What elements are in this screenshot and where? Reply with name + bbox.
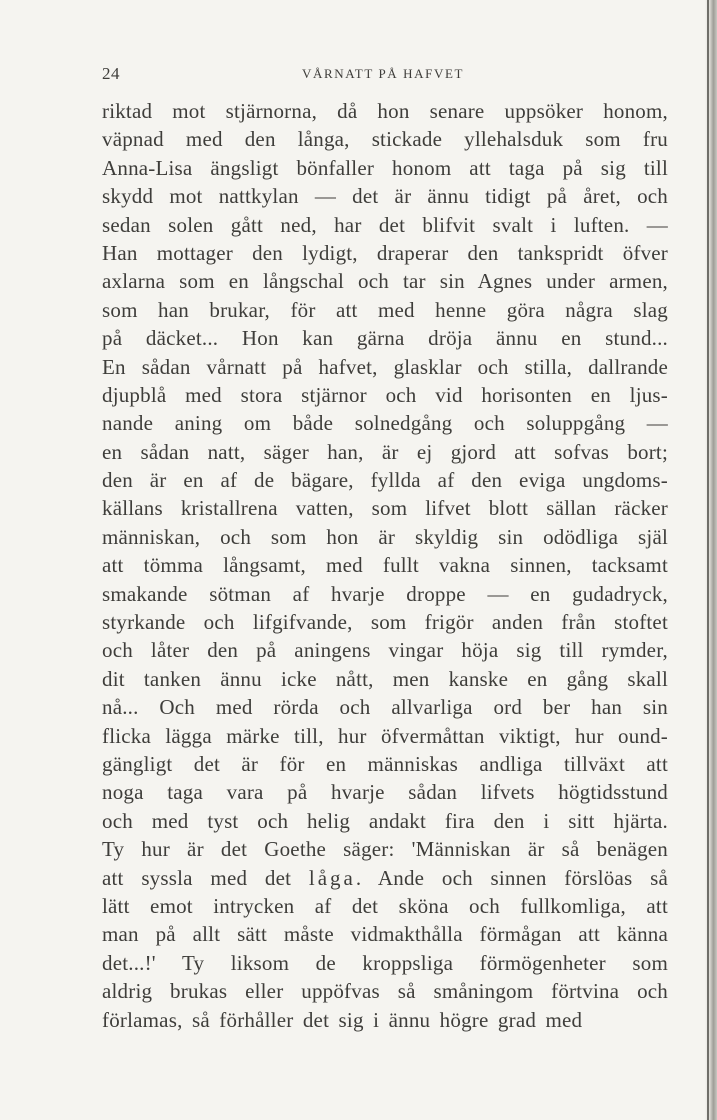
text-line: människan, och som hon är skyldig sin odödliga själ [102, 524, 668, 549]
page-edge-line [707, 0, 709, 1120]
text-line: nande aning om både solnedgång och soluppgång — [102, 411, 668, 436]
text-line: Han mottager den lydigt, draperar den tankspridt öfver [102, 240, 668, 265]
text-line: det...!' Ty liksom de kroppsliga förmögenheter som [102, 950, 668, 975]
text-line: nå... Och med rörda och allvarliga ord ber han sin [102, 695, 668, 720]
text-line: aldrig brukas eller uppöfvas så småningom förtvina och [102, 979, 668, 1004]
body-text [102, 97, 668, 1034]
text-line: en sådan natt, säger han, är ej gjord att sofvas bort; [102, 439, 668, 464]
text-line-spaced-emphasis [102, 864, 668, 892]
text-line: på däcket... Hon kan gärna dröja ännu en stund... [102, 326, 668, 351]
text-line: axlarna som en långschal och tar sin Agnes under armen, [102, 269, 668, 294]
text-line: väpnad med den långa, stickade yllehalsduk som fru [102, 127, 668, 152]
running-title: VÅRNATT PÅ HAFVET [302, 66, 465, 81]
text-line: och låter den på aningens vingar höja sig till rymder, [102, 638, 668, 663]
text-line: förlamas, så förhåller det sig i ännu högre grad med [102, 1007, 583, 1032]
text-line: noga taga vara på hvarje sådan lifvets högtidsstund [102, 780, 668, 805]
text-segment: att syssla med det [102, 865, 309, 890]
text-line: styrkande och lifgifvande, som frigör anden från stoftet [102, 610, 668, 635]
text-segment: . Ande och sinnen förslöas så [355, 865, 668, 890]
text-line: En sådan vårnatt på hafvet, glasklar och stilla, dallrande [102, 354, 668, 379]
text-line: att tömma långsamt, med fullt vakna sinnen, tacksamt [102, 553, 668, 578]
text-line: djupblå med stora stjärnor och vid horisonten en ljus- [102, 382, 668, 407]
text-line: Ty hur är det Goethe säger: 'Människan är så benägen [102, 837, 668, 862]
text-line: lätt emot intrycken af det sköna och fullkomliga, att [102, 893, 668, 918]
text-line: skydd mot nattkylan — det är ännu tidigt på året, och [102, 184, 668, 209]
text-line: den är en af de bägare, fyllda af den eviga ungdoms- [102, 468, 668, 493]
text-line: som han brukar, för att med henne göra några slag [102, 297, 668, 322]
text-line: gängligt det är för en människas andliga tillväxt att [102, 751, 668, 776]
running-head [102, 64, 668, 86]
text-line: dit tanken ännu icke nått, men kanske en gång skall [102, 666, 668, 691]
text-line: smakande sötman af hvarje droppe — en gudadryck, [102, 581, 668, 606]
text-line: riktad mot stjärnorna, då hon senare uppsöker honom, [102, 99, 668, 123]
text-line: man på allt sätt måste vidmakthålla förmågan att känna [102, 922, 668, 947]
spaced-emphasis-word: låga [308, 865, 356, 890]
text-line: flicka lägga märke till, hur öfvermåttan viktigt, hur ound- [102, 723, 668, 748]
text-line: sedan solen gått ned, har det blifvit svalt i luften. — [102, 212, 668, 237]
text-line: Anna-Lisa ängsligt bönfaller honom att taga på sig till [102, 155, 668, 180]
text-line: och med tyst och helig andakt fira den i sitt hjärta. [102, 808, 668, 833]
page-number: 24 [102, 64, 120, 83]
text-line: källans kristallrena vatten, som lifvet blott sällan räcker [102, 496, 668, 521]
